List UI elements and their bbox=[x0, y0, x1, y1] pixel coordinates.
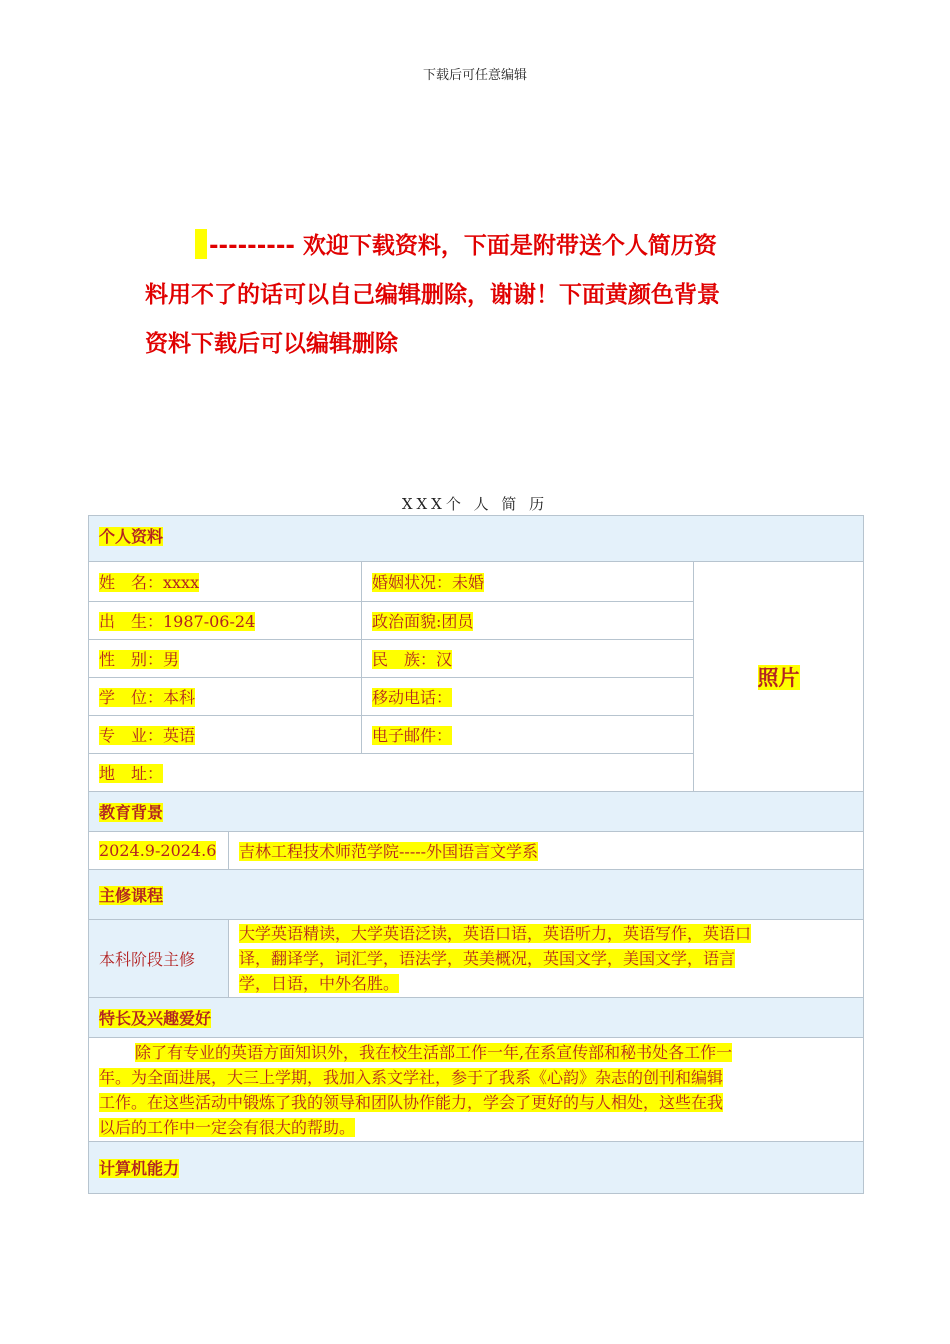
download-notice bbox=[145, 222, 795, 369]
notice-line-3: 资料下载后可以编辑删除 bbox=[145, 331, 398, 357]
hobbies-text bbox=[89, 1038, 864, 1142]
field-mobile: 移动电话： bbox=[362, 678, 694, 716]
hobbies-line: 除了有专业的英语方面知识外，我在校生活部工作一年,在系宣传部和秘书处各工作一 bbox=[135, 1042, 733, 1062]
section-courses: 主修课程 bbox=[89, 870, 864, 920]
courses-line: 学，日语，中外名胜。 bbox=[239, 974, 400, 993]
field-name: 姓 名：xxxx bbox=[89, 562, 362, 602]
highlight-mark bbox=[195, 229, 207, 259]
field-major: 专 业：英语 bbox=[89, 716, 362, 754]
field-marital: 婚姻状况：未婚 bbox=[362, 562, 694, 602]
field-email: 电子邮件： bbox=[362, 716, 694, 754]
resume-table bbox=[88, 515, 864, 1194]
field-address: 地 址： bbox=[89, 754, 694, 792]
courses-line: 大学英语精读，大学英语泛读，英语口语，英语听力，英语写作，英语口 bbox=[239, 924, 752, 943]
courses-list bbox=[229, 920, 864, 998]
notice-line-1: --------- 欢迎下载资料，下面是附带送个人简历资 bbox=[145, 222, 795, 271]
field-ethnicity: 民 族：汉 bbox=[362, 640, 694, 678]
field-gender: 性 别：男 bbox=[89, 640, 362, 678]
education-period: 2024.9-2024.6 bbox=[89, 832, 229, 870]
section-education: 教育背景 bbox=[89, 792, 864, 832]
section-computer: 计算机能力 bbox=[89, 1142, 864, 1194]
courses-line: 译，翻译学，词汇学，语法学，英美概况，英国文学，美国文学，语言 bbox=[239, 949, 736, 968]
section-personal: 个人资料 bbox=[89, 516, 864, 562]
field-degree: 学 位：本科 bbox=[89, 678, 362, 716]
page-header: 下载后可任意编辑 bbox=[422, 68, 527, 83]
hobbies-line: 工作。在这些活动中锻炼了我的领导和团队协作能力，学会了更好的与人相处，这些在我 bbox=[99, 1092, 724, 1112]
section-hobbies: 特长及兴趣爱好 bbox=[89, 998, 864, 1038]
photo-placeholder: 照片 bbox=[694, 562, 864, 792]
hobbies-line: 年。为全面进展，大三上学期，我加入系文学社，参于了我系《心韵》杂志的创刊和编辑 bbox=[99, 1067, 724, 1087]
education-school: 吉林工程技术师范学院-----外国语言文学系 bbox=[229, 832, 864, 870]
hobbies-line: 以后的工作中一定会有很大的帮助。 bbox=[99, 1117, 356, 1137]
notice-line-2: 料用不了的话可以自己编辑删除，谢谢！下面黄颜色背景 bbox=[145, 282, 720, 308]
field-birth: 出 生：1987-06-24 bbox=[89, 602, 362, 640]
courses-label: 本科阶段主修 bbox=[89, 920, 229, 998]
resume-title: XXX个 人 简 历 bbox=[401, 495, 549, 513]
field-political: 政治面貌:团员 bbox=[362, 602, 694, 640]
